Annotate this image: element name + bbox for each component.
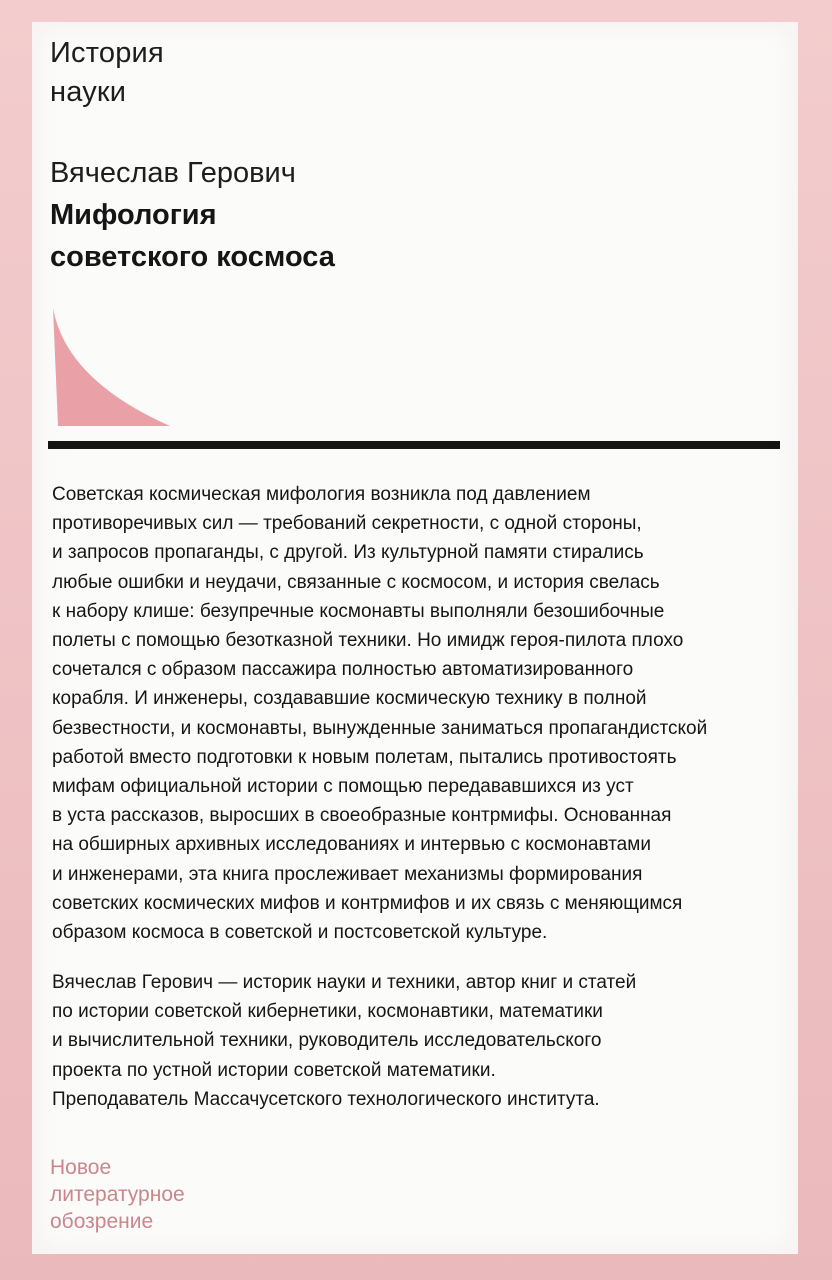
series-title: История науки bbox=[50, 37, 164, 108]
section-divider bbox=[48, 441, 780, 449]
publisher-name: Новое литературное обозрение bbox=[50, 1156, 185, 1233]
author-biography: Вячеслав Герович — историк науки и техники, автор книг и статей по истории советской кибернетики, космонавтики, математики и вычислительной техники, руководитель исследовательского проекта по устной истории советской математики. Преподаватель Массачусетского технологического института. bbox=[52, 972, 637, 1110]
pink-curved-triangle-graphic bbox=[50, 308, 172, 428]
pink-curved-triangle-shape bbox=[53, 308, 170, 426]
author-name: Вячеслав Герович bbox=[50, 157, 296, 189]
book-description: Советская космическая мифология возникла под давлением противоречивых сил — требований секретности, с одной стороны, и запросов пропаганды, с другой. Из культурной памяти стирались любые ошибки и неудачи, связанные с космосом, и история свелась к набору клише: безупречные космонавты выполняли безошибочные полеты с помощью безотказной техники. Но имидж героя-пилота плохо сочетался с образом пассажира полностью автоматизированного корабля. И инженеры, создававшие космическую технику в полной безвестности, и космонавты, вынужденные заниматься пропагандистской работой вместо подготовки к новым полетам, пытались противостоять мифам официальной истории с помощью передававшихся из уст в уста рассказов, выросших в своеобразные контрмифы. Основанная на обширных архивных исследованиях и интервью с космонавтами и инженерами, эта книга прослеживает механизмы формирования советских космических мифов и контрмифов и их связь с меняющимся образом космоса в советской и постсоветской культуре. bbox=[52, 484, 708, 944]
book-title: Мифология советского космоса bbox=[50, 199, 335, 273]
